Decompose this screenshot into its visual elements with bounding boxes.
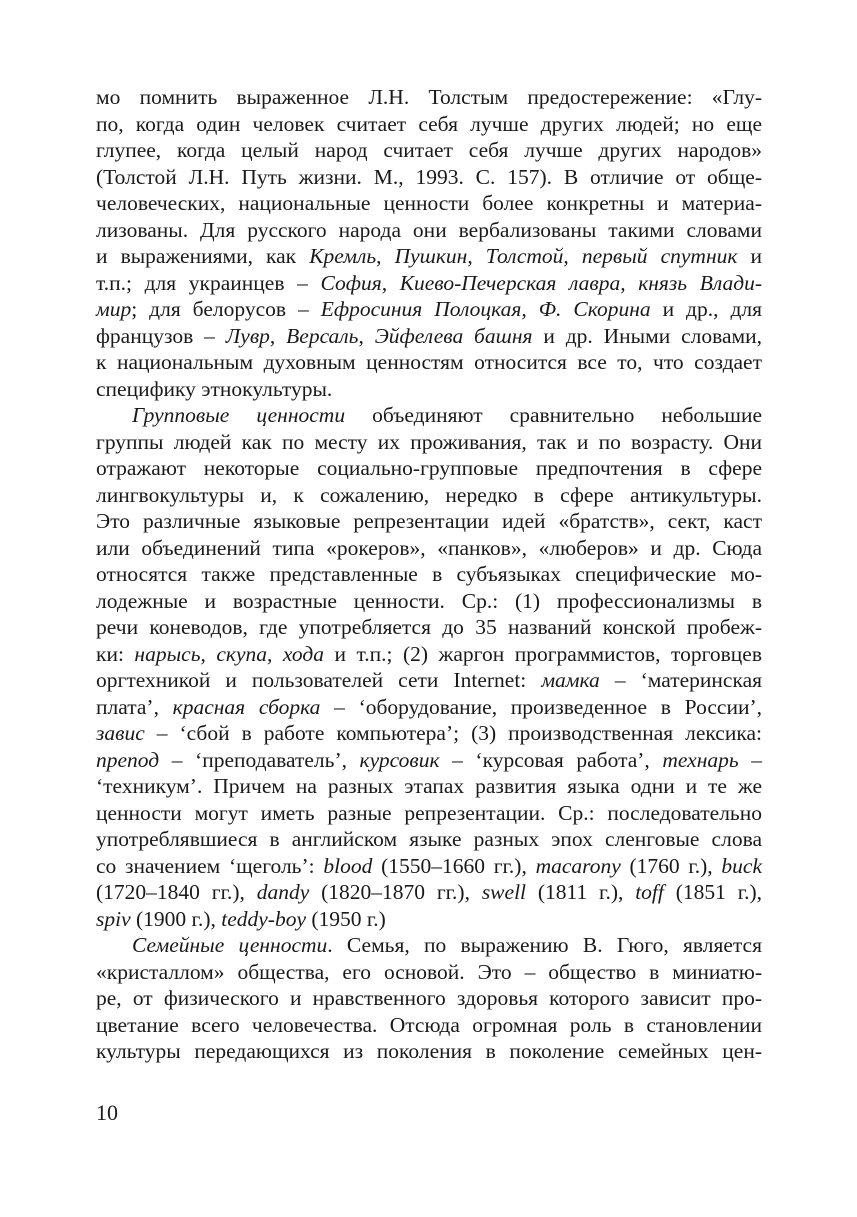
text-segment: (1851 г.), — [663, 880, 763, 904]
text-segment: мо помнить выраженное Л.Н. Толстым предостережение: «Глу- — [96, 85, 762, 109]
italic-term: blood — [323, 853, 373, 878]
text-line — [96, 217, 762, 244]
text-line — [96, 296, 762, 323]
text-segment: речи коневодов, где употребляется до 35 названий конской пробеж- — [96, 615, 762, 639]
text-segment: культуры передающихся из поколения в поколение семейных цен- — [96, 1039, 762, 1063]
text-segment: , — [467, 244, 486, 268]
text-segment: ки: — [96, 641, 135, 666]
text-line — [96, 959, 762, 986]
text-line — [96, 402, 762, 429]
text-line — [96, 190, 762, 217]
italic-term: мир — [96, 297, 132, 321]
text-line — [96, 773, 762, 800]
text-line — [96, 614, 762, 641]
text-segment: «кристаллом» общества, его основой. Это – общество в миниатю- — [96, 959, 762, 984]
italic-term: Лувр — [225, 323, 270, 348]
italic-term: препод — [96, 747, 160, 772]
italic-term: Ефросиния Полоцкая, Ф. Скорина — [320, 297, 651, 321]
text-segment: ценности могут иметь разные репрезентации. Ср.: последовательно — [96, 800, 762, 825]
text-line — [96, 667, 762, 694]
italic-term: swell — [481, 880, 527, 904]
text-line — [96, 137, 762, 164]
text-line — [96, 853, 762, 880]
text-segment: . Семья, по выражению В. Гюго, является — [327, 933, 762, 957]
text-line — [96, 826, 762, 853]
text-line — [96, 906, 762, 933]
text-line — [96, 323, 762, 350]
text-line — [96, 270, 762, 297]
text-line — [96, 111, 762, 138]
text-segment: ре, от физического и нравственного здоровья которого зависит про- — [96, 986, 762, 1010]
text-line — [96, 508, 762, 535]
italic-term: macarony — [535, 853, 621, 878]
text-line — [96, 588, 762, 615]
text-segment: лизованы. Для русского народа они вербализованы такими словами — [96, 217, 762, 242]
text-segment: (1811 г.), — [526, 880, 636, 904]
text-segment: по, когда один человек считает себя лучше других людей; но еще — [96, 111, 762, 136]
text-segment: и др., для — [650, 297, 763, 321]
text-segment: – ‘материнская — [599, 668, 763, 692]
text-segment: плата’, — [96, 694, 173, 719]
text-segment: ; для белорусов – — [131, 297, 321, 321]
text-line — [96, 641, 762, 668]
text-line — [96, 429, 762, 456]
italic-term: курсовик — [359, 747, 440, 772]
text-segment: и др. Иными словами, — [532, 323, 762, 348]
text-segment: глупее, когда целый народ считает себя лучше других народов» — [96, 138, 762, 162]
text-segment: , — [563, 244, 582, 268]
text-segment: – — [738, 747, 762, 772]
text-segment: со значением ‘щеголь’: — [96, 853, 324, 878]
italic-term: dandy — [256, 880, 310, 904]
text-segment: специфику этнокультуры. — [96, 376, 333, 401]
text-line — [96, 985, 762, 1012]
text-segment: (Толстой Л.Н. Путь жизни. М., 1993. С. 157). В отличие от обще- — [96, 164, 762, 189]
italic-term: buck — [721, 853, 762, 878]
text-line — [96, 932, 762, 959]
body-text — [96, 84, 762, 1065]
text-segment: относятся также представленные в субъязыках специфические мо- — [96, 562, 762, 586]
text-segment: (1550–1660 гг.), — [372, 853, 536, 878]
text-line — [96, 164, 762, 191]
text-line — [96, 376, 762, 403]
text-segment: к национальным духовным ценностям относится все то, что создает — [96, 350, 762, 374]
italic-term: Пушкин — [394, 244, 468, 268]
text-line — [96, 879, 762, 906]
italic-term: нарысь, скупа, хода — [134, 641, 324, 666]
italic-term: Версаль — [286, 323, 359, 348]
italic-term: мамка — [541, 668, 600, 692]
text-segment: человеческих, национальные ценности более конкретны и материа- — [96, 191, 762, 215]
text-segment: и — [737, 244, 762, 268]
text-segment: – ‘преподаватель’, — [159, 747, 360, 772]
italic-term: toff — [635, 880, 664, 904]
text-line — [96, 84, 762, 111]
text-line — [96, 720, 762, 747]
text-segment: т.п.; для украинцев – — [96, 270, 321, 295]
text-segment: употреблявшиеся в английском языке разных эпох сленговые слова — [96, 827, 762, 851]
text-segment: и выражениями, как — [96, 244, 310, 268]
italic-term: технарь — [662, 747, 739, 772]
italic-term: spiv — [96, 906, 131, 931]
text-segment: – ‘сбой в работе компьютера’; (3) производственная лексика: — [144, 721, 762, 745]
text-segment: (1900 г.), — [130, 906, 222, 931]
text-line — [96, 561, 762, 588]
text-line — [96, 243, 762, 270]
text-segment: – ‘оборудование, произведенное в России’, — [320, 694, 762, 719]
text-line — [96, 482, 762, 509]
italic-term: Семейные ценности — [132, 933, 328, 957]
italic-term: завис — [96, 721, 145, 745]
text-line — [96, 535, 762, 562]
italic-term: teddy-boy — [221, 906, 306, 931]
text-segment: (1760 г.), — [620, 853, 722, 878]
italic-term: Толстой — [485, 244, 564, 268]
text-segment: (1720–1840 гг.), — [96, 880, 257, 904]
text-segment: , — [269, 323, 287, 348]
italic-term: Групповые ценности — [132, 403, 346, 427]
text-line — [96, 800, 762, 827]
text-segment: группы людей как по месту их проживания, так и по возрасту. Они — [96, 429, 762, 454]
text-segment: – ‘курсовая работа’, — [439, 747, 663, 772]
text-segment: Это различные языковые репрезентации идей «братств», сект, каст — [96, 509, 762, 533]
italic-term: Кремль — [309, 244, 377, 268]
text-segment: цветание всего человечества. Отсюда огромная роль в становлении — [96, 1012, 762, 1037]
text-segment: лингвокультуры и, к сожалению, нередко в сфере антикультуры. — [96, 482, 762, 507]
text-line — [96, 1012, 762, 1039]
text-line — [96, 694, 762, 721]
text-segment: , — [376, 244, 395, 268]
italic-term: София, Киево-Печерская лавра, князь Влади- — [320, 270, 762, 295]
text-segment: отражают некоторые социально-групповые предпочтения в сфере — [96, 456, 762, 480]
italic-term: красная сборка — [172, 694, 321, 719]
text-segment: лодежные и возрастные ценности. Ср.: (1) профессионализмы в — [96, 588, 762, 613]
text-segment: , — [358, 323, 375, 348]
text-segment: ‘техникум’. Причем на разных этапах развития языка одни и те же — [96, 774, 762, 798]
text-line — [96, 349, 762, 376]
text-segment: или объединений типа «рокеров», «панков», «люберов» и др. Сюда — [96, 535, 762, 560]
text-segment: оргтехникой и пользователей сети Internet: — [96, 668, 542, 692]
page-number: 10 — [96, 1100, 118, 1125]
text-line — [96, 747, 762, 774]
text-segment: французов – — [96, 323, 226, 348]
text-segment: объединяют сравнительно небольшие — [345, 403, 762, 427]
italic-term: Эйфелева башня — [374, 323, 533, 348]
text-segment: (1820–1870 гг.), — [309, 880, 482, 904]
text-segment: и т.п.; (2) жаргон программистов, торговцев — [323, 641, 762, 666]
text-segment: (1950 г.) — [306, 906, 386, 931]
italic-term: первый спутник — [581, 244, 738, 268]
text-line — [96, 455, 762, 482]
text-line — [96, 1038, 762, 1065]
